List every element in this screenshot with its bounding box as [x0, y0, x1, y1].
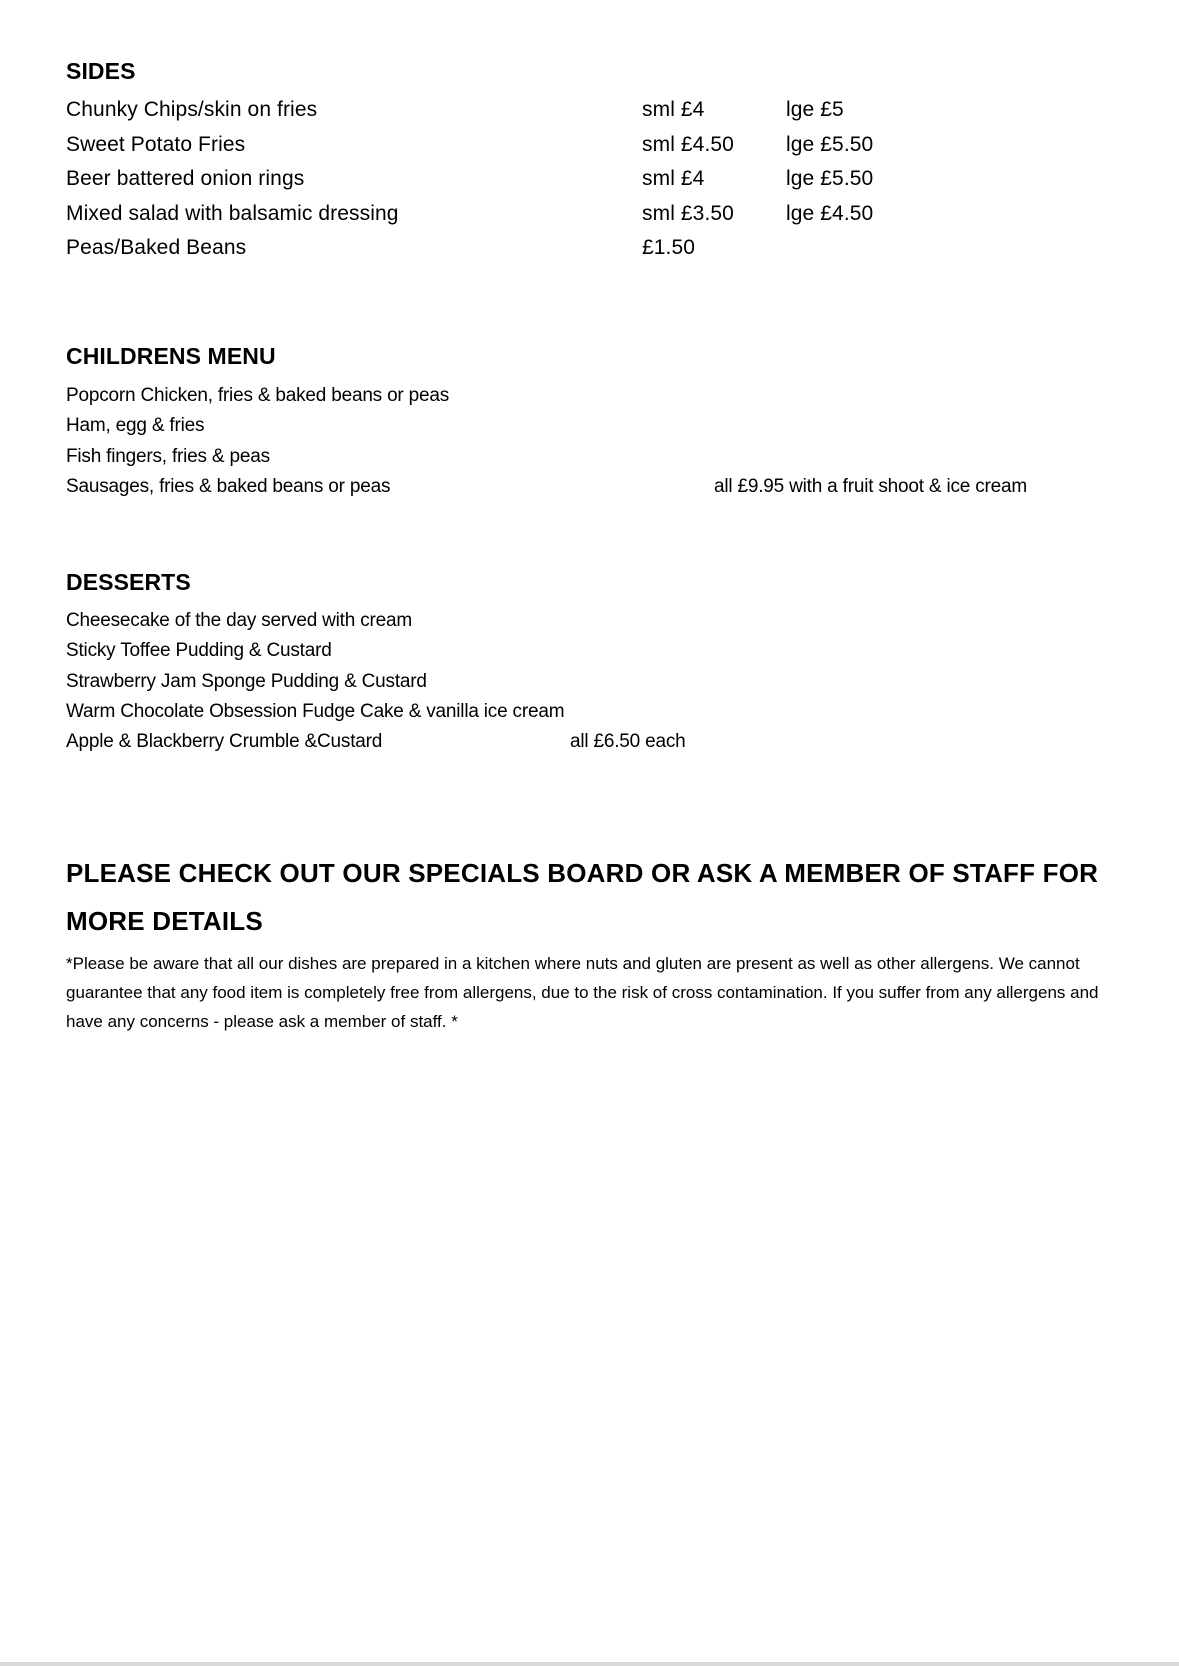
- childrens-menu-item: Sausages, fries & baked beans or peas: [66, 476, 391, 497]
- childrens-menu-heading: CHILDRENS MENU: [66, 343, 276, 369]
- side-item-large-price: lge £5: [786, 98, 844, 121]
- childrens-menu-item: Ham, egg & fries: [66, 415, 205, 436]
- desserts-price-note: all £6.50 each: [570, 731, 686, 752]
- dessert-item: Apple & Blackberry Crumble &Custard: [66, 731, 383, 752]
- dessert-item: Cheesecake of the day served with cream: [66, 610, 412, 631]
- desserts-heading: DESSERTS: [66, 569, 191, 595]
- childrens-menu-price-note: all £9.95 with a fruit shoot & ice cream: [714, 476, 1028, 497]
- side-item-small-price: sml £4: [642, 167, 705, 190]
- side-item-large-price: lge £4.50: [786, 202, 874, 225]
- childrens-menu-item: Popcorn Chicken, fries & baked beans or peas: [66, 385, 450, 406]
- side-item-large-price: lge £5.50: [786, 167, 874, 190]
- side-item-name: Beer battered onion rings: [66, 167, 305, 190]
- side-item-small-price: £1.50: [642, 236, 696, 259]
- side-item-small-price: sml £4: [642, 98, 705, 121]
- side-item-name: Sweet Potato Fries: [66, 133, 246, 156]
- dessert-item: Strawberry Jam Sponge Pudding & Custard: [66, 671, 427, 692]
- allergen-disclaimer: *Please be aware that all our dishes are prepared in a kitchen where nuts and gluten are present as well as other allergens. We cannot guarantee that any food item is completely free from allergens, due to the risk of cross contamination. If you suffer from any allergens and have any concerns - please ask a member of staff. *: [66, 954, 1099, 1031]
- side-item-name: Mixed salad with balsamic dressing: [66, 202, 399, 225]
- childrens-menu-item: Fish fingers, fries & peas: [66, 446, 270, 467]
- dessert-item: Sticky Toffee Pudding & Custard: [66, 640, 332, 661]
- dessert-item: Warm Chocolate Obsession Fudge Cake & vanilla ice cream: [66, 701, 565, 722]
- side-item-small-price: sml £3.50: [642, 202, 734, 225]
- sides-heading: SIDES: [66, 58, 136, 84]
- side-item-small-price: sml £4.50: [642, 133, 734, 156]
- specials-notice-line2: MORE DETAILS: [66, 906, 263, 936]
- specials-notice-line1: PLEASE CHECK OUT OUR SPECIALS BOARD OR ASK A MEMBER OF STAFF FOR: [66, 858, 1099, 888]
- side-item-name: Peas/Baked Beans: [66, 236, 247, 259]
- side-item-name: Chunky Chips/skin on fries: [66, 98, 318, 121]
- page-edge-divider: [0, 1662, 1179, 1666]
- side-item-large-price: lge £5.50: [786, 133, 874, 156]
